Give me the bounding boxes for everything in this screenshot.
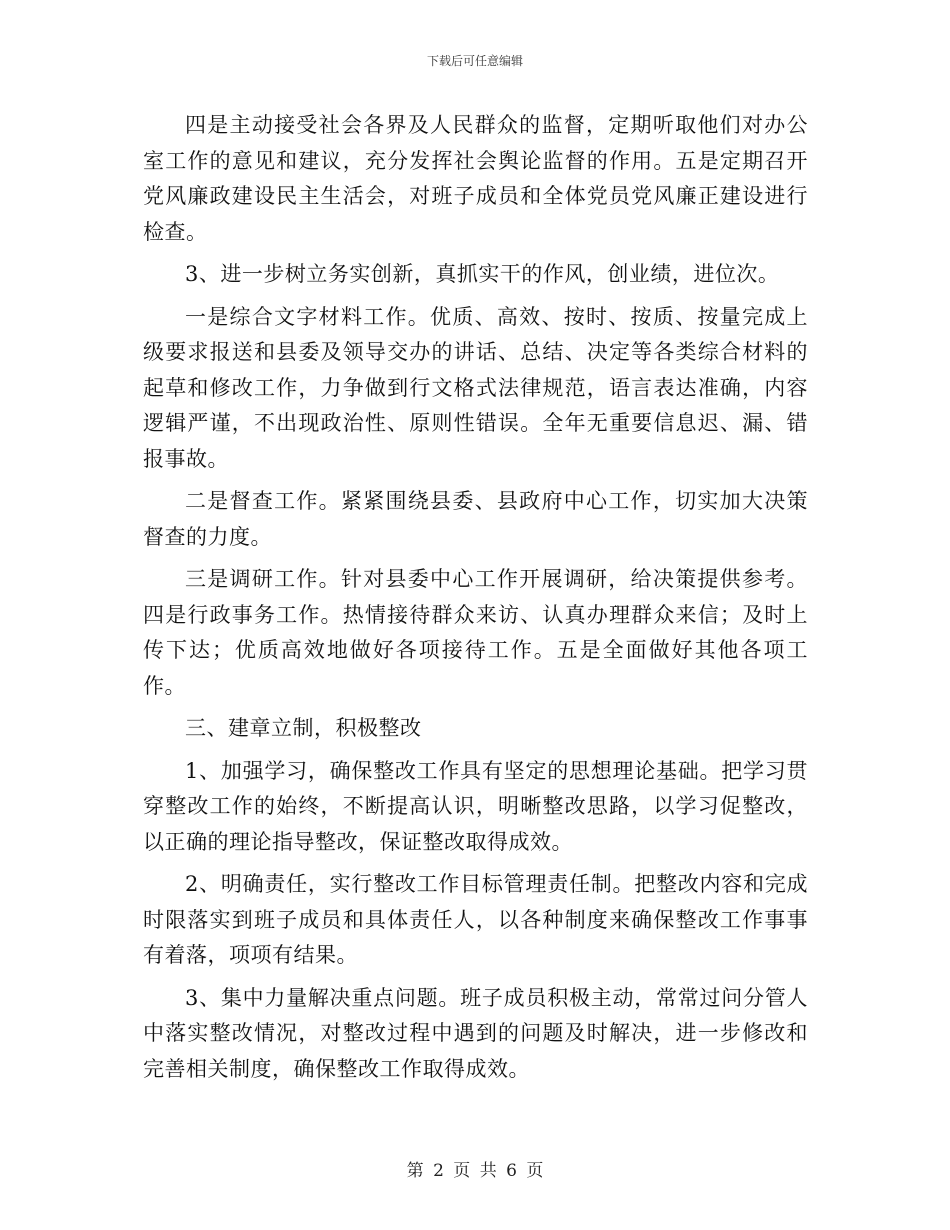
paragraph: 四是主动接受社会各界及人民群众的监督，定期听取他们对办公室工作的意见和建议，充分发挥社会舆论监督的作用。五是定期召开党风廉政建设民主生活会，对班子成员和全体党员党风廉正建设进行检查。 (143, 113, 808, 244)
paragraph: 3、进一步树立务实创新，真抓实干的作风，创业绩，进位次。 (185, 262, 780, 286)
paragraph: 3、集中力量解决重点问题。班子成员积极主动，常常过问分管人中落实整改情况，对整改过程中遇到的问题及时解决，进一步修改和完善相关制度，确保整改工作取得成效。 (143, 985, 808, 1081)
paragraph: 2、明确责任，实行整改工作目标管理责任制。把整改内容和完成时限落实到班子成员和具体责任人，以各种制度来确保整改工作事事有着落，项项有结果。 (143, 872, 808, 967)
paragraph: 三是调研工作。针对县委中心工作开展调研，给决策提供参考。四是行政事务工作。热情接待群众来访、认真办理群众来信；及时上传下达；优质高效地做好各项接待工作。五是全面做好其他各项工作。 (143, 567, 808, 698)
page-header: 下载后可任意编辑 (426, 54, 523, 68)
page-number: 第 2 页 共 6 页 (406, 1161, 544, 1181)
paragraph: 1、加强学习，确保整改工作具有坚定的思想理论基础。把学习贯穿整改工作的始终，不断提高认识，明晰整改思路，以学习促整改，以正确的理论指导整改，保证整改取得成效。 (143, 758, 808, 854)
document-body (143, 108, 808, 1094)
paragraph: 二是督查工作。紧紧围绕县委、县政府中心工作，切实加大决策督查的力度。 (143, 489, 808, 549)
section-heading: 三、建章立制，积极整改 (185, 716, 422, 740)
paragraph: 一是综合文字材料工作。优质、高效、按时、按质、按量完成上级要求报送和县委及领导交办的讲话、总结、决定等各类综合材料的起草和修改工作，力争做到行文格式法律规范，语言表达准确，内容逻辑严谨，不出现政治性、原则性错误。全年无重要信息迟、漏、错报事故。 (143, 304, 808, 471)
